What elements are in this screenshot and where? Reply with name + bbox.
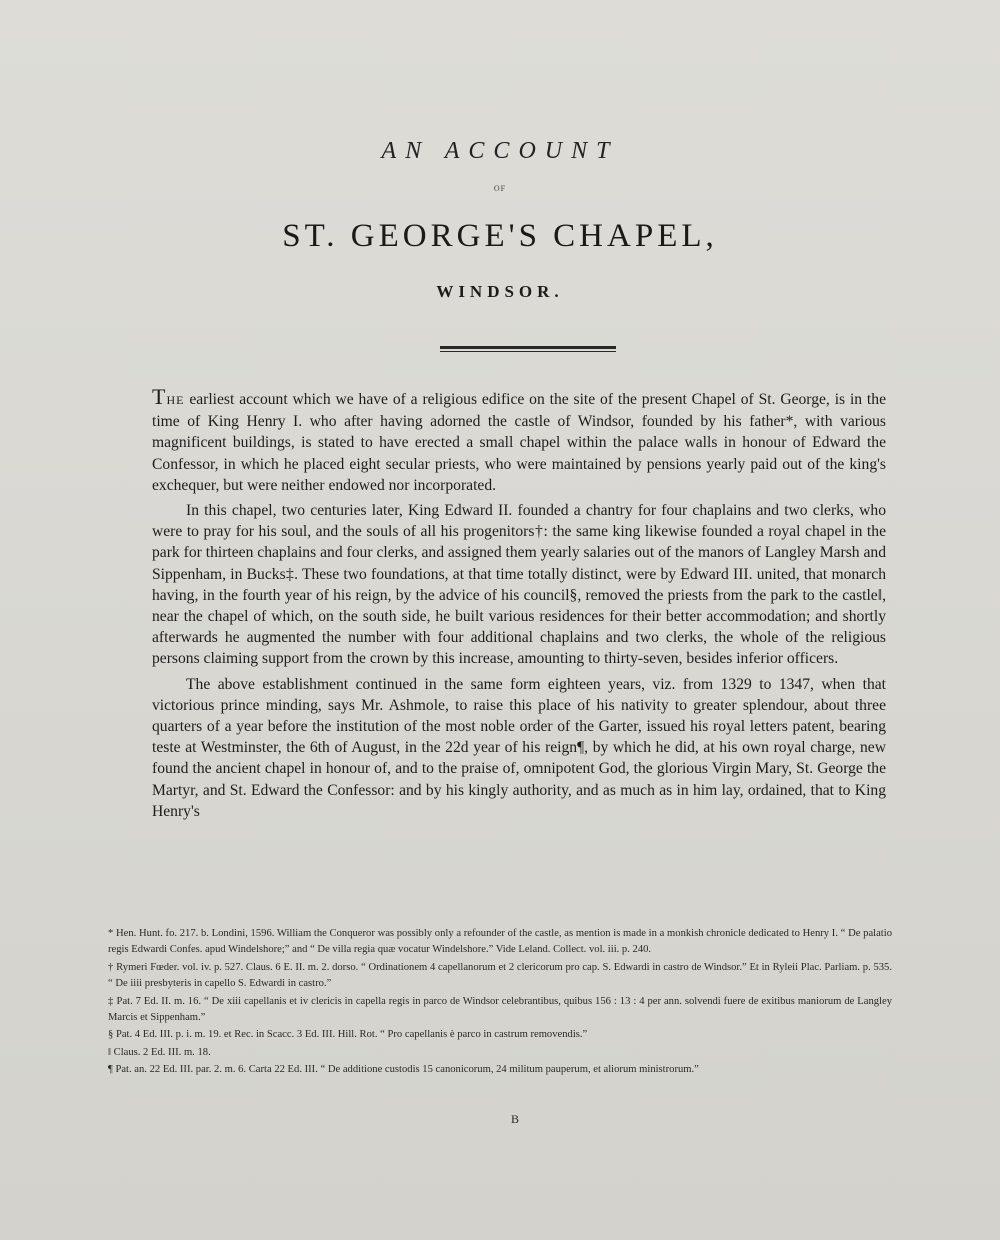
paragraph-1 — [152, 386, 886, 496]
initial-rest: HE — [166, 393, 185, 407]
paragraph-2: In this chapel, two centuries later, King Edward II. founded a chantry for four chaplains and two clerks, who were to pray for his soul, and the souls of all his progenitors†: the same king likewise founded a royal chapel in the park for thirteen chaplains and four clerks, and assigned them yearly salaries out of the manors of Langley Marsh and Sippenham, in Bucks‡. These two foundations, at that time totally distinct, were by Edward III. united, that monarch having, in the fourth year of his reign, by the advice of his council§, removed the priests from the park to the castle‖, near the chapel of which, on the south side, he built various residences for their better accommodation; and shortly afterwards he augmented the number with four additional chaplains and two clerks, the whole of the religious persons claiming support from the crown by this increase, amounting to thirty-seven, besides inferior officers. — [152, 502, 886, 668]
main-text — [152, 386, 886, 822]
footnote-6: ¶ Pat. an. 22 Ed. III. par. 2. m. 6. Carta 22 Ed. III. “ De additione custodis 15 canonicorum, 24 militum pauperum, et aliorum ministrorum.” — [108, 1064, 699, 1076]
page-title: ST. GEORGE'S CHAPEL, — [282, 218, 718, 254]
heading-of: OF — [493, 184, 507, 193]
heading-place: WINDSOR. — [436, 282, 564, 301]
footnotes — [108, 926, 892, 1080]
paragraph-1-text: earliest account which we have of a religious edifice on the site of the present Chapel of St. George, is in the time of King Henry I. who after having adorned the castle of Windsor, founded by his father*, with various magnificent buildings, is stated to have erected a small chapel within the palace walls in honour of Edward the Confessor, in which he placed eight secular priests, who were maintained by pensions yearly paid out of the king's exchequer, but were neither endowed nor incorporated. — [152, 391, 886, 494]
signature-mark: B — [510, 1112, 519, 1126]
footnote-1: * Hen. Hunt. fo. 217. b. Londini, 1596. William the Conqueror was possibly only a refounder of the castle, as mention is made in a monkish chronicle dedicated to Henry I. “ De palatio regis Edwardi Confes. apud Windelshore;” and “ De villa regia quæ vocatur Windelshore.” Vide Leland. Collect. vol. iii. p. 240. — [108, 928, 892, 956]
heading-an-account: AN ACCOUNT — [381, 138, 619, 164]
footnote-3: ‡ Pat. 7 Ed. II. m. 16. “ De xiii capellanis et iv clericis in capella regis in parco de Windsor celebrantibus, quibus 156 : 13 : 4 per ann. solvendi fuere de exitibus maniorum de Langley Marcis et Sippenham.” — [108, 995, 892, 1024]
footnote-2: † Rymeri Fœder. vol. iv. p. 527. Claus. 6 E. II. m. 2. dorso. “ Ordinationem 4 capellanorum et 2 clericorum pro cap. S. Edwardi in castro de Windsor.” Et in Ryleii Plac. Parliam. p. 535. “ De iiii presbyteris in capello S. Edwardi in castro.” — [108, 961, 892, 990]
footnote-4: § Pat. 4 Ed. III. p. i. m. 19. et Rec. in Scacc. 3 Ed. III. Hill. Rot. “ Pro capellanis è parco in castrum removendis.” — [108, 1029, 588, 1041]
footnote-5: ‖ Claus. 2 Ed. III. m. 18. — [108, 1046, 211, 1058]
paragraph-3: The above establishment continued in the same form eighteen years, viz. from 1329 to 1347, when that victorious prince minding, says Mr. Ashmole, to raise this place of his nativity to greater splendour, about three quarters of a year before the institution of the most noble order of the Garter, issued his royal letters patent, bearing teste at Westminster, the 6th of August, in the 22d year of his reign¶, by which he did, at his own royal charge, new found the ancient chapel in honour of, and to the praise of, omnipotent God, the glorious Virgin Mary, St. George the Martyr, and St. Edward the Confessor: and by his kingly authority, and as much as in him lay, ordained, that to King Henry's — [152, 675, 886, 820]
decorative-rule — [440, 346, 616, 352]
initial-letter: T — [152, 384, 167, 409]
